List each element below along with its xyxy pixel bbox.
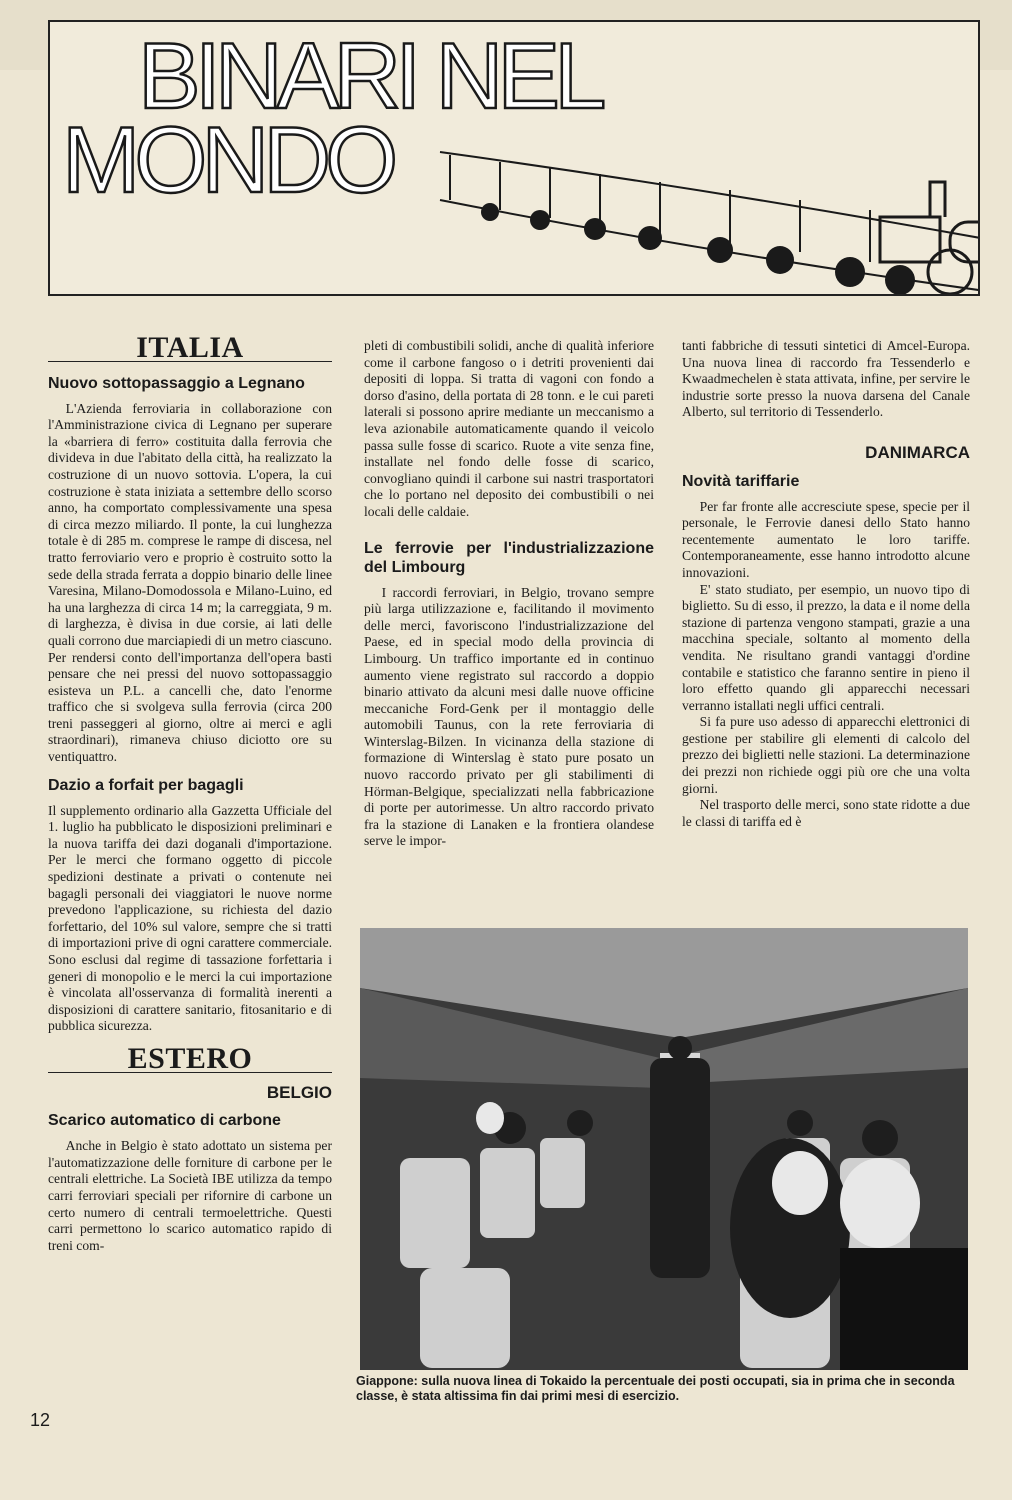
photo-illustration (360, 928, 968, 1370)
column-1 (48, 330, 332, 1254)
column-2 (364, 338, 654, 850)
banner-title-line2: MONDO (62, 107, 393, 212)
article-paragraph: E' stato studiato, per esempio, un nuovo tipo di biglietto. Su di esso, il prezzo, la data e il nome della stazione di partenza vengono stampati, grazie a una macchina speciale, soltanto al momento della vendita. Ne risultano grandi vantaggi d'ordine contabile e statistico che faranno sentire in pieno il loro effetto quando gli apparecchi necessari verranno istallati negli uffici centrali. (682, 581, 970, 713)
section-title-italia: ITALIA (136, 331, 244, 364)
article-paragraph: Anche in Belgio è stato adottato un sistema per l'automatizzazione delle forniture di carbone per le centrali elettriche. La Società IBE utilizza da tempo carri ferroviari speciali per rifornire di carbone un certo numero di centrali termoelettriche. Questi carri permettono lo scarico automatico rapido di treni com- (48, 1138, 332, 1253)
article-paragraph: Il supplemento ordinario alla Gazzetta Ufficiale del 1. luglio ha pubblicato le disposizioni preliminari e la nuova tariffa dei dazi doganali d'importazione. Per le merci che formano oggetto di piccole spedizioni destinate a privati o contenute nei bagagli personali dei viaggiatori le nuove norme prevedono l'applicazione, su richiesta del dazio forfettario, del 10% sul valore, sempre che si tratti di importazioni prive di ogni carattere commerciale. Sono esclusi dal regime di tassazione forfettaria i generi di monopolio e le merci la cui importazione è vincolata all'osservanza di formalità inerenti a disposizioni di carattere sanitario, fitosanitario e di pubblica sicurezza. (48, 802, 332, 1034)
article-paragraph: tanti fabbriche di tessuti sintetici di Amcel-Europa. Una nuova linea di raccordo fra Tessenderlo e Kwaadmechelen è stata attivata, infine, per servire le industrie sorte presso la nuova darsena del Canale Alberto, sul territorio di Tessenderlo. (682, 338, 970, 420)
banner-title-line1: BINARI NEL (138, 23, 601, 128)
article-paragraph: Nel trasporto delle merci, sono state ridotte a due le classi di tariffa ed è (682, 797, 970, 829)
country-heading-danimarca: DANIMARCA (865, 442, 970, 462)
country-heading-belgio: BELGIO (266, 1082, 332, 1102)
article-heading: Dazio a forfait per bagagli (48, 776, 244, 794)
article-heading: Nuovo sottopassaggio a Legnano (48, 374, 305, 392)
article-paragraph: Si fa pure uso adesso di apparecchi elettronici di gestione per stabilire gli elementi di calcolo del prezzo dei biglietti nelle stazioni. La determinazione dei prezzi non richiede oggi più ore che una volta giorni. (682, 714, 970, 796)
page-number: 12 (30, 1410, 51, 1430)
article-paragraph: L'Azienda ferroviaria in collaborazione con l'Amministrazione civica di Legnano per superare la «barriera di ferro» costituita dalla ferrovia che divideva in due l'abitato della città, ha realizzato la costruzione di un nuovo sottovia. L'opera, la cui costruzione è stata iniziata a settembre dello scorso anno, ha comportato complessivamente una spesa di circa mezzo miliardo. Il ponte, la cui lunghezza totale è di 285 m. comprese le rampe di discesa, nel tratto ferroviario vero e proprio è costruito sotto la sede della strada ferrata a doppio binario delle linee Varesina, Milano-Domodossola e Milano-Luino, ed ha una larghezza di circa 14 m; la carreggiata, 9 m. di larghezza, è divisa in due corsie, ai lati delle quali corrono due marciapiedi di un metro ciascuno. Per rendersi conto dell'importanza dell'opera basti pensare che nei pressi del nuovo sottopassaggio esisteva un P.L. a cancelli che, dato l'enorme traffico che si svolgeva sulla ferrovia (circa 200 treni passeggeri al giorno, oltre ai merci e agli straordinari), rimaneva chiuso diciotto ore su ventiquattro. (48, 400, 332, 765)
article-heading: Scarico automatico di carbone (48, 1112, 281, 1130)
banner (48, 20, 980, 296)
article-paragraph: Per far fronte alle accresciute spese, specie per il personale, le Ferrovie danesi dello Stato hanno recentemente aumentato le loro tariffe. Contemporaneamente, esse hanno introdotto alcune innovazioni. (682, 498, 970, 580)
article-paragraph: I raccordi ferroviari, in Belgio, trovano sempre più larga utilizzazione e, facilitando il movimento delle merci, favoriscono l'industrializzazione del Paese, ed in special modo della provincia di Limbourg. Un traffico importante ed in continuo aumento viene registrato sul raccordo a doppio binario attivato da alcuni mesi dalle nuove officine meccaniche Ford-Genk per il montaggio delle automobili Taunus, con la rete ferroviaria di Winterslag-Bilzen. In vicinanza della stazione di formazione di Winterslag è stato pure posato un nuovo raccordo privato per gli stabilimenti di Hörman-Belgique, specializzati nella fabbricazione di porte per autorimesse. Un altro raccordo privato fra la stazione di Lanaken e la frontiera olandese serve le impor- (364, 584, 654, 849)
article-heading: Novità tariffarie (682, 472, 800, 490)
train-interior-photo (360, 928, 968, 1370)
section-title-estero: ESTERO (127, 1041, 253, 1075)
train-illustration (430, 122, 980, 296)
article-heading: Le ferrovie per l'industrializzazione del Limbourg (364, 539, 654, 576)
column-3 (682, 338, 970, 830)
article-paragraph: pleti di combustibili solidi, anche di qualità inferiore come il carbone fangoso o i detriti provenienti dai depositi di loppa. Si tratta di vagoni con fondo a dorso d'asino, della portata di 28 tonn. e le cui pareti laterali si possono aprire mediante un meccanismo a leva azionabile automaticamente quando il veicolo passa sulle fosse di scarico. Ruote a vite senza fine, installate nel fondo delle fosse di scarico, convogliano quindi il carbone sui nastri trasportatori che lo portano nel deposito dei combustibili o nei locali delle caldaie. (364, 338, 654, 519)
photo-caption: Giappone: sulla nuova linea di Tokaido la percentuale dei posti occupati, sia in prima che in seconda classe, è stata altissima fin dai primi mesi di esercizio. (356, 1374, 955, 1403)
